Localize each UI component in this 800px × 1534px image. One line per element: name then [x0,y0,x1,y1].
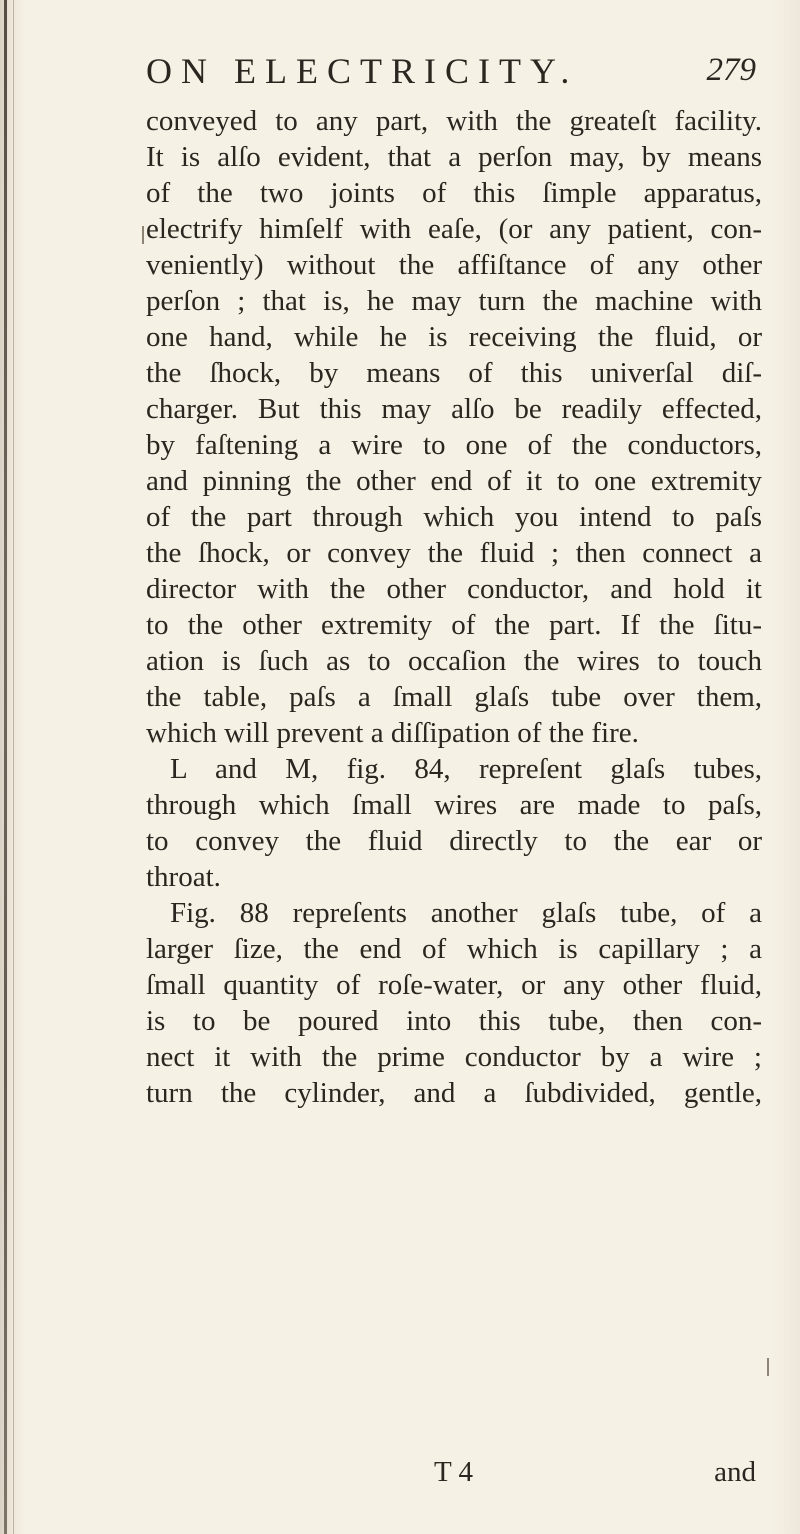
running-head [146,50,756,94]
text-line: and pinning the other end of it to one extremity [146,465,762,497]
text-line: veniently) without the affiſtance of any other [146,249,762,281]
signature-mark: T 4 [434,1456,473,1488]
text-line: perſon ; that is, he may turn the machine with [146,285,762,317]
text-line: which will prevent a diſſipation of the fire. [146,717,639,749]
text-line: through which ſmall wires are made to paſs, [146,789,762,821]
text-line: electrify himſelf with eaſe, (or any patient, con- [146,213,762,245]
text-line: the table, paſs a ſmall glaſs tube over them, [146,681,762,713]
text-line: ation is ſuch as to occaſion the wires to touch [146,645,762,677]
text-line: throat. [146,861,221,893]
paragraph-start-line: L and M, fig. 84, repreſent glaſs tubes, [170,753,762,785]
page-footer [146,1454,762,1490]
text-line: to the other extremity of the part. If the ſitu- [146,609,762,641]
text-line: turn the cylinder, and a ſubdivided, gentle, [146,1077,762,1109]
text-line: of the part through which you intend to paſs [146,501,762,533]
text-line: director with the other conductor, and hold it [146,573,762,605]
catchword: and [714,1456,756,1488]
binding-gutter [4,0,7,1534]
margin-mark [767,1358,769,1376]
text-line: to convey the fluid directly to the ear or [146,825,762,857]
text-line: the ſhock, or convey the fluid ; then connect a [146,537,762,569]
text-line: larger ſize, the end of which is capillary ; a [146,933,762,965]
body-text [146,103,762,1111]
text-line: is to be poured into this tube, then con- [146,1005,762,1037]
text-line: ſmall quantity of roſe-water, or any other fluid, [146,969,762,1001]
text-line: one hand, while he is receiving the fluid, or [146,321,762,353]
paragraph-start-line: Fig. 88 repreſents another glaſs tube, of a [170,897,762,929]
text-line: nect it with the prime conductor by a wire ; [146,1041,762,1073]
text-line: It is alſo evident, that a perſon may, by means [146,141,762,173]
margin-mark [142,226,144,244]
text-line: conveyed to any part, with the greateſt facility. [146,105,762,137]
page-number: 279 [706,52,756,88]
text-line: the ſhock, by means of this univerſal diſ- [146,357,762,389]
running-title: ON ELECTRICITY. [146,51,579,91]
binding-shadow-line [13,0,14,1534]
text-line: by faſtening a wire to one of the conductors, [146,429,762,461]
text-line: charger. But this may alſo be readily effected, [146,393,762,425]
text-line: of the two joints of this ſimple apparatus, [146,177,762,209]
